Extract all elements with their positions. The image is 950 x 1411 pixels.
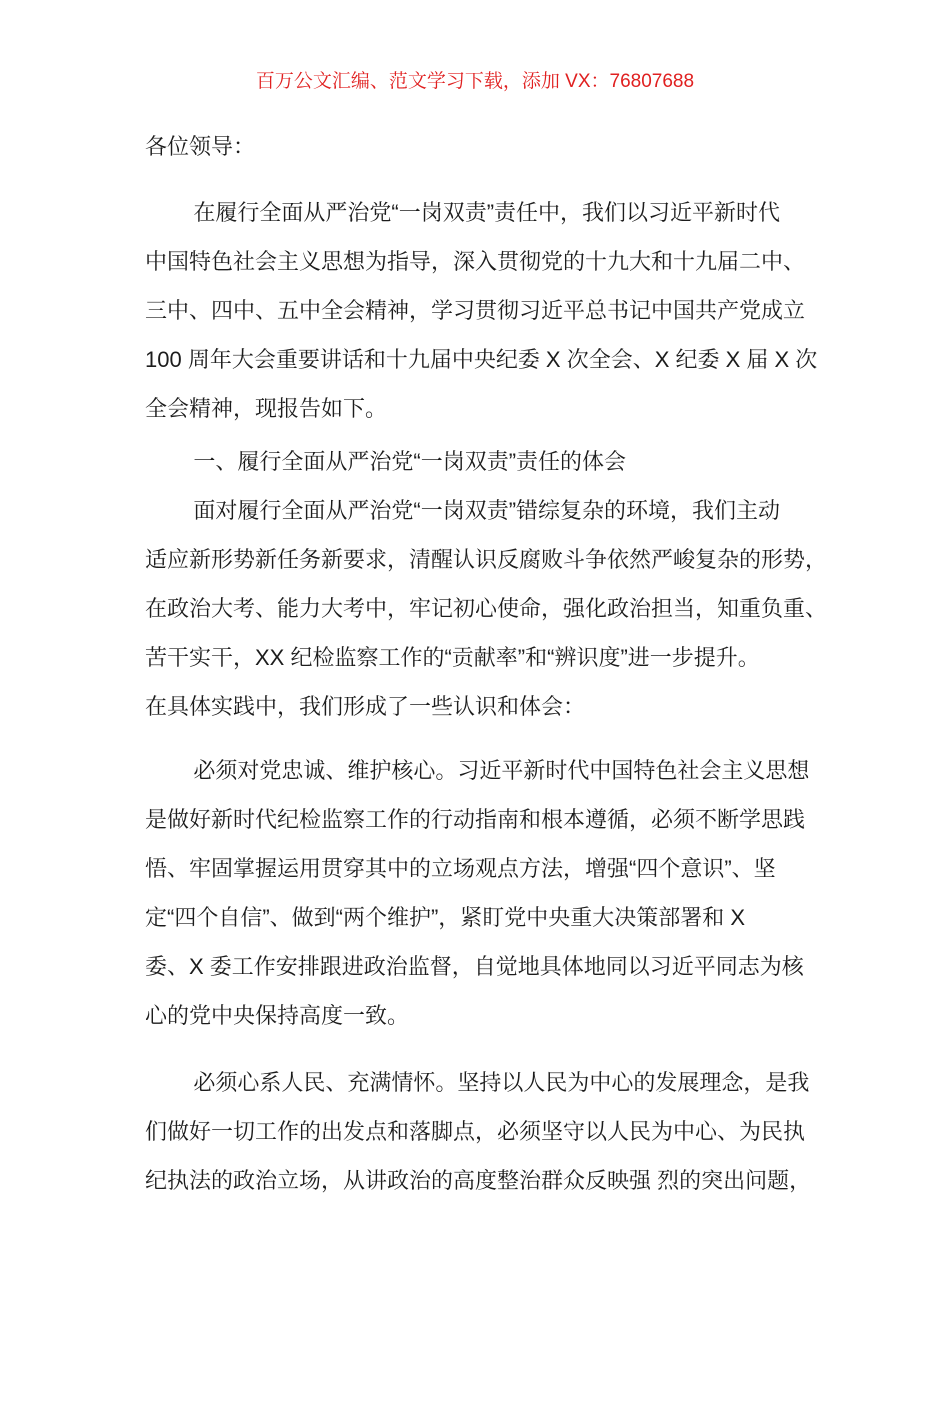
document-body	[145, 122, 828, 1205]
text-line: 全会精神，现报告如下。	[145, 396, 388, 421]
salutation-line: 各位领导：	[145, 134, 256, 159]
text-line: 苦干实干，XX 纪检监察工作的“贡献率”和“辨识度”进一步提升。	[145, 645, 760, 670]
text-line: 纪执法的政治立场，从讲政治的高度整治群众反映强 烈的突出问题，	[145, 1168, 812, 1193]
text-line: 委、X 委工作安排跟进政治监督，自觉地具体地同以习近平同志为核	[145, 954, 804, 979]
text-line: 悟、牢固掌握运用贯穿其中的立场观点方法，增强“四个意识”、坚	[145, 856, 776, 881]
text-line: 在具体实践中，我们形成了一些认识和体会：	[145, 694, 586, 719]
loyalty-paragraph	[145, 746, 810, 1040]
text-line: 中国特色社会主义思想为指导，深入贯彻党的十九大和十九届二中、	[145, 249, 806, 274]
text-line: 100 周年大会重要讲话和十九届中央纪委 X 次全会、X 纪委 X 届 X 次	[145, 347, 818, 372]
text-line: 必须对党忠诚、维护核心。习近平新时代中国特色社会主义思想	[193, 758, 810, 783]
document-page	[0, 67, 950, 1411]
text-line: 面对履行全面从严治党“一岗双责”错综复杂的环境，我们主动	[193, 498, 781, 523]
text-line: 在政治大考、能力大考中，牢记初心使命，强化政治担当，知重负重、	[145, 596, 828, 621]
text-line: 适应新形势新任务新要求，清醒认识反腐败斗争依然严峻复杂的形势，	[145, 547, 828, 572]
text-line: 必须心系人民、充满情怀。坚持以人民为中心的发展理念，是我	[193, 1070, 810, 1095]
text-line: 是做好新时代纪检监察工作的行动指南和根本遵循，必须不断学思践	[145, 807, 806, 832]
text-line: 三中、四中、五中全会精神，学习贯彻习近平总书记中国共产党成立	[145, 298, 806, 323]
text-line: 们做好一切工作的出发点和落脚点，必须坚守以人民为中心、为民执	[145, 1119, 806, 1144]
promo-notice-banner: 百万公文汇编、范文学习下载，添加 VX：76807688	[255, 71, 695, 92]
text-line: 在履行全面从严治党“一岗双责”责任中，我们以习近平新时代	[193, 200, 781, 225]
section-1-paragraph	[145, 486, 828, 731]
salutation	[145, 122, 810, 171]
intro-paragraph	[145, 188, 818, 433]
people-paragraph	[145, 1058, 810, 1205]
text-line: 一、履行全面从严治党“一岗双责”责任的体会	[193, 449, 627, 474]
text-line: 定“四个自信”、做到“两个维护”，紧盯党中央重大决策部署和 X	[145, 905, 746, 930]
text-line: 心的党中央保持高度一致。	[145, 1003, 410, 1028]
section-1-heading	[145, 437, 810, 486]
